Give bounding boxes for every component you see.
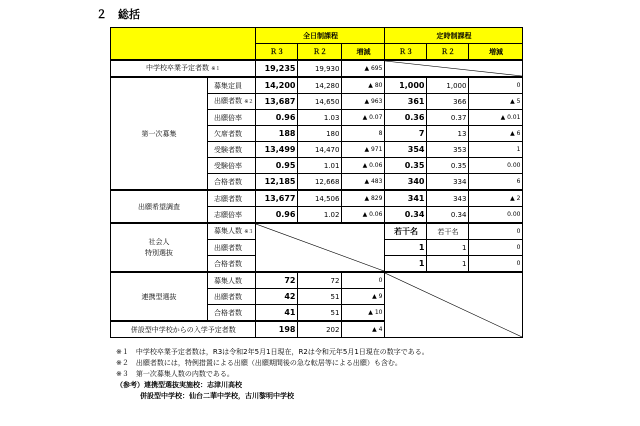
note-marker: ※２ [244,99,254,105]
cell-z-r3: 12,185 [256,174,298,191]
cell-z-r2: 1.01 [298,158,342,174]
cell-z-r2: 51 [298,289,342,305]
cell-z-diff: ▲ 10 [342,305,385,322]
section-title: ２ 総括 [96,8,140,21]
row-label-shigan-bairitsu: 志願倍率 [208,207,256,224]
cell-t-diff: 0 [469,240,523,256]
cell-z-r2: 51 [298,305,342,322]
cell-t-diff: 0.00 [469,207,523,224]
row-label-r-shutsugan: 出願者数 [208,289,256,305]
summary-table [110,27,523,338]
cell-z-diff: ▲ 0.06 [342,207,385,224]
cell-z-r2: 1.03 [298,110,342,126]
row-label-goukaku: 合格者数 [208,174,256,191]
cell-z-diff: ▲ 80 [342,77,385,94]
footnote-1: ※１ 中学校卒業予定者数は，R3は令和2年5月1日現在，R2は令和元年5月1日現在の数字である。 [116,348,429,356]
label-text: 出願者数 [214,97,242,105]
cell-t-diff: ▲ 6 [469,126,523,142]
cell-z-r2: 12,668 [298,174,342,191]
cell-t-diff: 0.00 [469,158,523,174]
empty-diagonal-zennichi [256,223,385,272]
row-label-juken-bairitsu: 受験倍率 [208,158,256,174]
group-label-shakaijin [111,223,208,272]
row-label-s-boshuu [208,223,256,240]
diagonal-line [385,61,522,76]
header-zennichi: 全日制課程 [256,28,385,44]
cell-t-r3: 354 [385,142,427,158]
header-t-diff: 増減 [469,44,523,61]
cell-z-diff: ▲ 9 [342,289,385,305]
footnotes [116,347,429,402]
cell-z-r3: 41 [256,305,298,322]
cell-z-r2: 14,470 [298,142,342,158]
cell-z-r2: 180 [298,126,342,142]
cell-z-r2: 202 [298,321,342,338]
cell-t-diff: ▲ 0.01 [469,110,523,126]
cell-z-diff: ▲ 0.07 [342,110,385,126]
row-label-shutsugan-bairitsu: 出願倍率 [208,110,256,126]
cell-t-r2: 334 [427,174,469,191]
cell-t-r3: 0.35 [385,158,427,174]
group-label-line-2: 特別選抜 [145,248,173,257]
note-marker: ※１ [211,66,221,72]
cell-t-r2: 353 [427,142,469,158]
cell-z-r3: 198 [256,321,298,338]
cell-t-diff: 0 [469,223,523,240]
cell-z-r3: 0.96 [256,110,298,126]
cell-t-r3: 1 [385,240,427,256]
cell-z-diff: 0 [342,272,385,289]
cell-z-r3: 13,499 [256,142,298,158]
cell-z-r2: 14,506 [298,190,342,207]
row-label-shutsugan [208,94,256,110]
cell-t-r2: 366 [427,94,469,110]
cell-z-r3: 19,235 [256,60,298,77]
group-label-renkei: 連携型選抜 [111,272,208,321]
cell-z-r2: 72 [298,272,342,289]
row-label-heisetsu: 併設型中学校からの入学予定者数 [111,321,256,338]
cell-z-r3: 14,200 [256,77,298,94]
cell-z-diff: ▲ 963 [342,94,385,110]
row-label-s-shutsugan: 出願者数 [208,240,256,256]
cell-z-r2: 14,650 [298,94,342,110]
cell-t-diff: 1 [469,142,523,158]
cell-z-diff: ▲ 4 [342,321,385,338]
cell-t-r2: 1 [427,240,469,256]
cell-z-r3: 13,687 [256,94,298,110]
cell-t-r3: 0.36 [385,110,427,126]
cell-z-r3: 0.95 [256,158,298,174]
header-t-r2: Ｒ２ [427,44,469,61]
cell-t-r3: 361 [385,94,427,110]
reference-2: 併設型中学校：仙台二華中学校，古川黎明中学校 [140,392,294,400]
cell-z-r2: 1.02 [298,207,342,224]
cell-t-r3: 340 [385,174,427,191]
cell-t-r2: 343 [427,190,469,207]
cell-z-diff: ▲ 695 [342,60,385,77]
row-label-kesseki: 欠席者数 [208,126,256,142]
cell-z-r2: 19,930 [298,60,342,77]
cell-z-r2: 14,280 [298,77,342,94]
cell-t-r2: 1 [427,256,469,273]
empty-diagonal-teiji-lower [385,272,523,338]
cell-t-r2: 0.37 [427,110,469,126]
row-label-jukensha: 受験者数 [208,142,256,158]
group-label-daiichi: 第一次募集 [111,77,208,190]
header-corner [111,28,256,61]
cell-z-diff: 8 [342,126,385,142]
cell-t-diff: ▲ 2 [469,190,523,207]
cell-t-diff: 0 [469,256,523,273]
diagonal-line [385,273,522,337]
cell-z-diff: ▲ 971 [342,142,385,158]
empty-diagonal-teiji [385,60,523,77]
cell-t-r2: 13 [427,126,469,142]
cell-t-diff: 0 [469,77,523,94]
row-label-s-goukaku: 合格者数 [208,256,256,273]
cell-z-r3: 42 [256,289,298,305]
label-text: 中学校卒業予定者数 [146,64,209,72]
header-z-r3: Ｒ３ [256,44,298,61]
cell-t-r3: 1 [385,256,427,273]
header-t-r3: Ｒ３ [385,44,427,61]
cell-t-r3: 341 [385,190,427,207]
header-teiji: 定時制課程 [385,28,523,44]
cell-t-r3: 7 [385,126,427,142]
row-label-boshuu: 募集定員 [208,77,256,94]
row-label-shigan: 志願者数 [208,190,256,207]
group-label-kibou: 出願希望調査 [111,190,208,223]
label-text: 募集人数 [214,227,242,235]
cell-z-r3: 72 [256,272,298,289]
cell-z-diff: ▲ 829 [342,190,385,207]
note-marker: ※３ [244,229,254,235]
group-label-line-1: 社会人 [148,237,170,246]
footnote-3: ※３ 第一次募集人数の内数である。 [116,370,234,378]
cell-t-r2: 若干名 [427,223,469,240]
row-label-r-goukaku: 合格者数 [208,305,256,322]
reference-1: （参考）連携型選抜実施校：志津川高校 [116,381,242,389]
row-label-sotsugyou [111,60,256,77]
cell-z-diff: ▲ 483 [342,174,385,191]
cell-z-r3: 0.96 [256,207,298,224]
cell-t-r3: 若干名 [385,223,427,240]
cell-t-r2: 1,000 [427,77,469,94]
diagonal-line [256,224,384,271]
cell-t-diff: 6 [469,174,523,191]
header-z-r2: Ｒ２ [298,44,342,61]
cell-t-diff: ▲ 5 [469,94,523,110]
cell-t-r3: 0.34 [385,207,427,224]
cell-z-r3: 188 [256,126,298,142]
row-label-r-boshuu: 募集人数 [208,272,256,289]
cell-t-r2: 0.35 [427,158,469,174]
cell-t-r3: 1,000 [385,77,427,94]
footnote-2: ※２ 出願者数には，特例措置による出願（出願期間後の急な転居等による出願）も含む。 [116,359,402,367]
cell-t-r2: 0.34 [427,207,469,224]
cell-z-diff: ▲ 0.06 [342,158,385,174]
header-z-diff: 増減 [342,44,385,61]
cell-z-r3: 13,677 [256,190,298,207]
